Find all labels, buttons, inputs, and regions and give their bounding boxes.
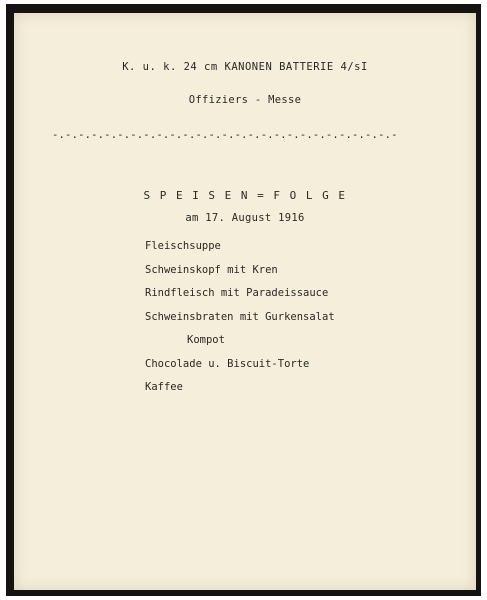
menu-item: Kompot (187, 334, 225, 346)
menu-list (145, 240, 335, 405)
menu-item: Schweinsbraten mit Gurkensalat (145, 310, 335, 323)
menu-sheet (14, 13, 476, 590)
unit-header: K. u. k. 24 cm KANONEN BATTERIE 4/sI (122, 61, 368, 73)
menu-item: Rindfleisch mit Paradeissauce (145, 287, 329, 299)
menu-date: am 17. August 1916 (185, 212, 305, 224)
menu-item: Schweinskopf mit Kren (145, 263, 278, 276)
dashed-divider: -.-.-.-.-.-.-.-.-.-.-.-.-.-.-.-.-.-.-.-.-.-.-.-.-.-.- (52, 129, 398, 141)
menu-item: Kaffee (145, 381, 183, 393)
mess-subheader: Offiziers - Messe (188, 94, 302, 106)
menu-item: Chocolade u. Biscuit-Torte (145, 357, 310, 370)
menu-title: S P E I S E N = F O L G E (143, 189, 347, 202)
menu-item: Fleischsuppe (145, 240, 221, 252)
